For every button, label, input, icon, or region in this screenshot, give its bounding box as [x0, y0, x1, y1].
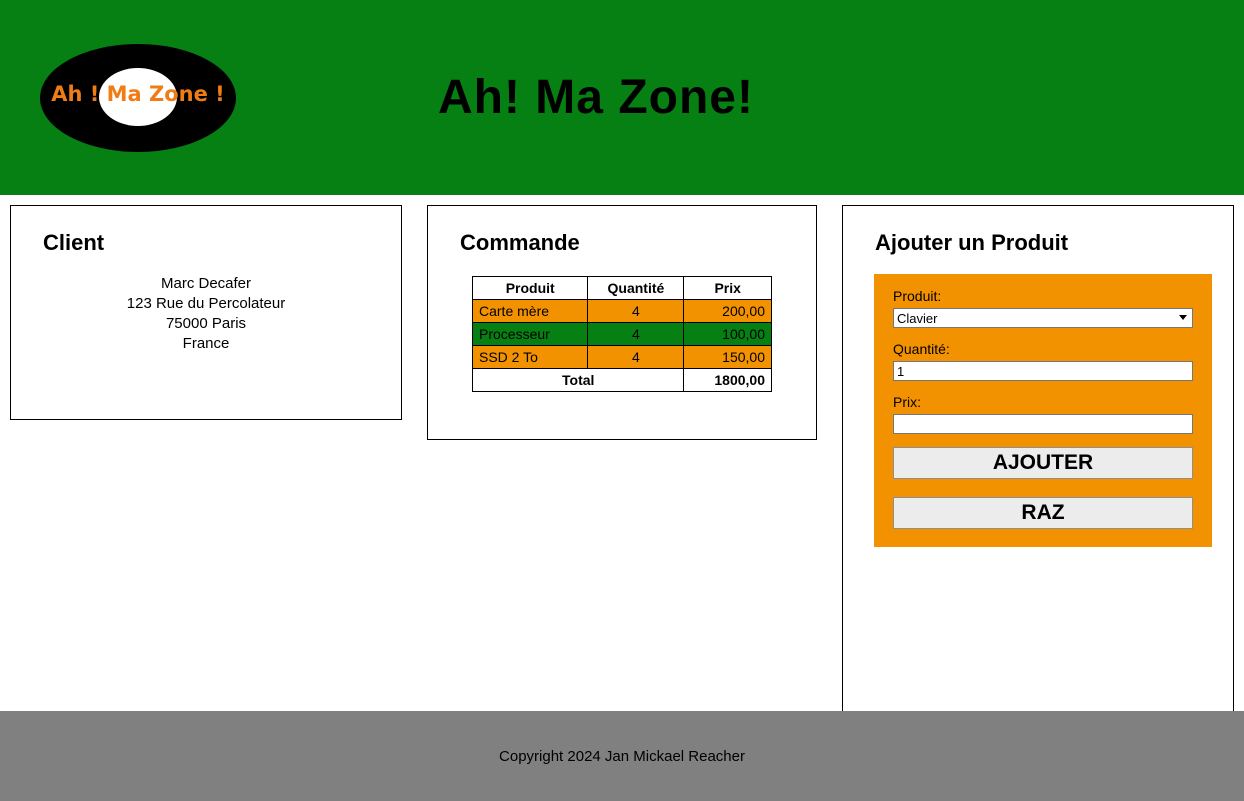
cell-prix: 200,00 — [684, 300, 772, 323]
order-heading: Commande — [460, 230, 580, 255]
column-header-prix: Prix — [684, 277, 772, 300]
cell-produit: SSD 2 To — [473, 346, 588, 369]
client-city: 75000 Paris — [165, 315, 247, 332]
cell-produit: Carte mère — [473, 300, 588, 323]
add-button[interactable]: AJOUTER — [893, 447, 1193, 479]
site-header — [0, 0, 1244, 195]
page-title: Ah! Ma Zone! — [438, 71, 754, 124]
client-country: France — [182, 335, 230, 352]
add-product-panel — [842, 205, 1234, 777]
site-footer — [0, 711, 1244, 801]
cell-produit: Processeur — [473, 323, 588, 346]
table-header-row — [473, 277, 772, 300]
total-label: Total — [473, 369, 684, 392]
quantite-input[interactable] — [893, 361, 1193, 381]
add-product-heading: Ajouter un Produit — [875, 230, 1069, 255]
quantite-label: Quantité: — [893, 341, 950, 357]
site-logo — [40, 44, 236, 152]
add-product-form — [874, 274, 1212, 547]
produit-label: Produit: — [893, 288, 942, 304]
table-row — [473, 300, 772, 323]
total-value: 1800,00 — [684, 369, 772, 392]
prix-label: Prix: — [893, 394, 921, 410]
produit-select[interactable] — [893, 308, 1193, 328]
table-row — [473, 346, 772, 369]
order-panel — [427, 205, 817, 440]
table-row — [473, 323, 772, 346]
client-name: Marc Decafer — [160, 275, 252, 292]
client-address — [11, 274, 401, 354]
client-heading: Client — [43, 230, 105, 255]
column-header-quantite: Quantité — [588, 277, 684, 300]
client-panel — [10, 205, 402, 420]
cell-quantite: 4 — [588, 346, 684, 369]
cell-quantite: 4 — [588, 300, 684, 323]
logo-text: Ah ! Ma Zone ! — [51, 81, 225, 106]
cell-prix: 100,00 — [684, 323, 772, 346]
order-table — [472, 276, 772, 392]
cell-quantite: 4 — [588, 323, 684, 346]
cell-prix: 150,00 — [684, 346, 772, 369]
column-header-produit: Produit — [473, 277, 588, 300]
produit-select-wrap — [893, 308, 1193, 328]
reset-button[interactable]: RAZ — [893, 497, 1193, 529]
main-content — [0, 195, 1244, 709]
prix-input[interactable] — [893, 414, 1193, 434]
copyright-text: Copyright 2024 Jan Mickael Reacher — [499, 747, 745, 765]
client-street: 123 Rue du Percolateur — [126, 295, 286, 312]
table-total-row — [473, 369, 772, 392]
